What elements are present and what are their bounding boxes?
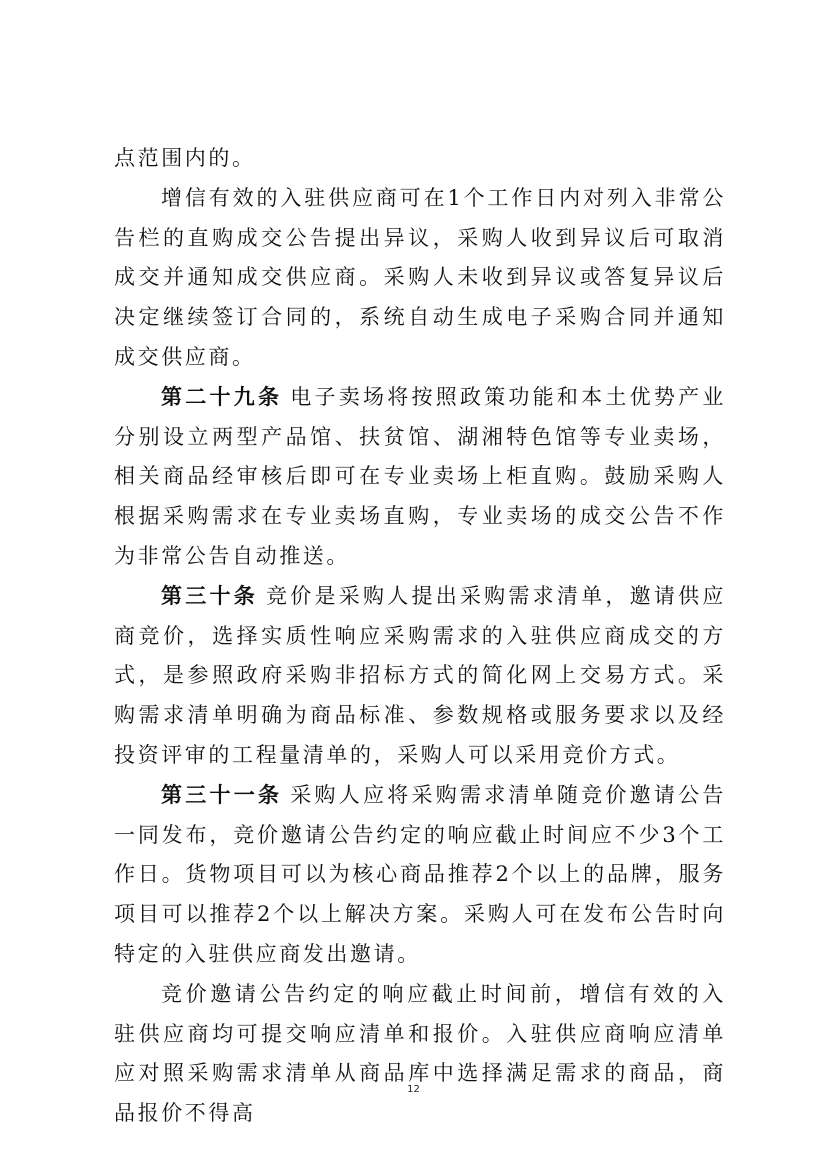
article-31 (114, 776, 726, 975)
paragraph-text: 电子卖场将按照政策功能和本土优势产业分别设立两型产品馆、扶贫馆、湖湘特色馆等专业卖场，相关商品经审核后即可在专业卖场上柜直购。鼓励采购人根据采购需求在专业卖场直购，专业卖场的成交公告不作为非常公告自动推送。 (114, 384, 726, 568)
paragraph-objection (114, 179, 726, 378)
article-30 (114, 577, 726, 776)
body-text (114, 139, 726, 1134)
article-heading: 第三十条 (161, 583, 258, 608)
article-heading: 第二十九条 (161, 384, 283, 409)
paragraph-text: 点范围内的。 (114, 146, 256, 170)
paragraph-continuation (114, 139, 726, 179)
article-heading: 第三十一条 (161, 782, 283, 807)
paragraph-text: 增信有效的入驻供应商可在1个工作日内对列入非常公告栏的直购成交公告提出异议，采购人收到异议后可取消成交并通知成交供应商。采购人未收到异议或答复异议后决定继续签订合同的，系统自动生成电子采购合同并通知成交供应商。 (114, 185, 726, 369)
paragraph-text: 竞价是采购人提出采购需求清单，邀请供应商竞价，选择实质性响应采购需求的入驻供应商成交的方式，是参照政府采购非招标方式的简化网上交易方式。采购需求清单明确为商品标准、参数规格或服务要求以及经投资评审的工程量清单的，采购人可以采用竞价方式。 (114, 583, 726, 767)
paragraph-bidding (114, 975, 726, 1134)
page-number: 12 (407, 1084, 420, 1095)
paragraph-text: 竞价邀请公告约定的响应截止时间前，增信有效的入驻供应商均可提交响应清单和报价。入驻供应商响应清单应对照采购需求清单从商品库中选择满足需求的商品，商品报价不得高 (114, 981, 726, 1126)
paragraph-text: 采购人应将采购需求清单随竞价邀请公告一同发布，竞价邀请公告约定的响应截止时间应不少3个工作日。货物项目可以为核心商品推荐2个以上的品牌，服务项目可以推荐2个以上解决方案。采购人可在发布公告时向特定的入驻供应商发出邀请。 (114, 782, 726, 966)
article-29 (114, 378, 726, 577)
